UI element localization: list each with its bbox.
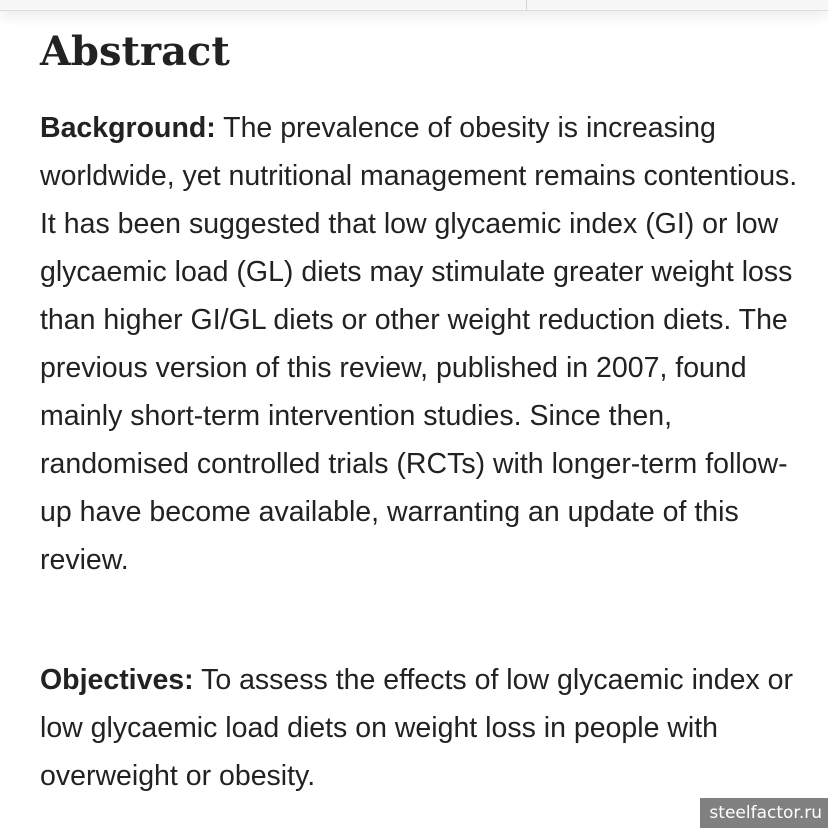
objectives-label: Objectives: — [40, 664, 194, 696]
watermark-badge: steelfactor.ru — [700, 798, 828, 828]
objectives-text: To assess the effects of low glycaemic index or low glycaemic load diets on weight loss in people with overweight or obesity. — [40, 664, 793, 792]
objectives-paragraph — [40, 656, 802, 800]
abstract-heading: Abstract — [40, 28, 230, 75]
background-text: The prevalence of obesity is increasing worldwide, yet nutritional management remains contentious. It has been suggested that low glycaemic index (GI) or low glycaemic load (GL) diets may stimulate greater weight loss than higher GI/GL diets or other weight reduction diets. The previous version of this review, published in 2007, found mainly short-term intervention studies. Since then, randomised controlled trials (RCTs) with longer-term follow-up have become available, warranting an update of this review. — [40, 112, 798, 576]
top-toolbar — [0, 0, 828, 11]
toolbar-divider — [526, 0, 527, 10]
background-paragraph — [40, 104, 802, 584]
background-label: Background: — [40, 112, 216, 144]
